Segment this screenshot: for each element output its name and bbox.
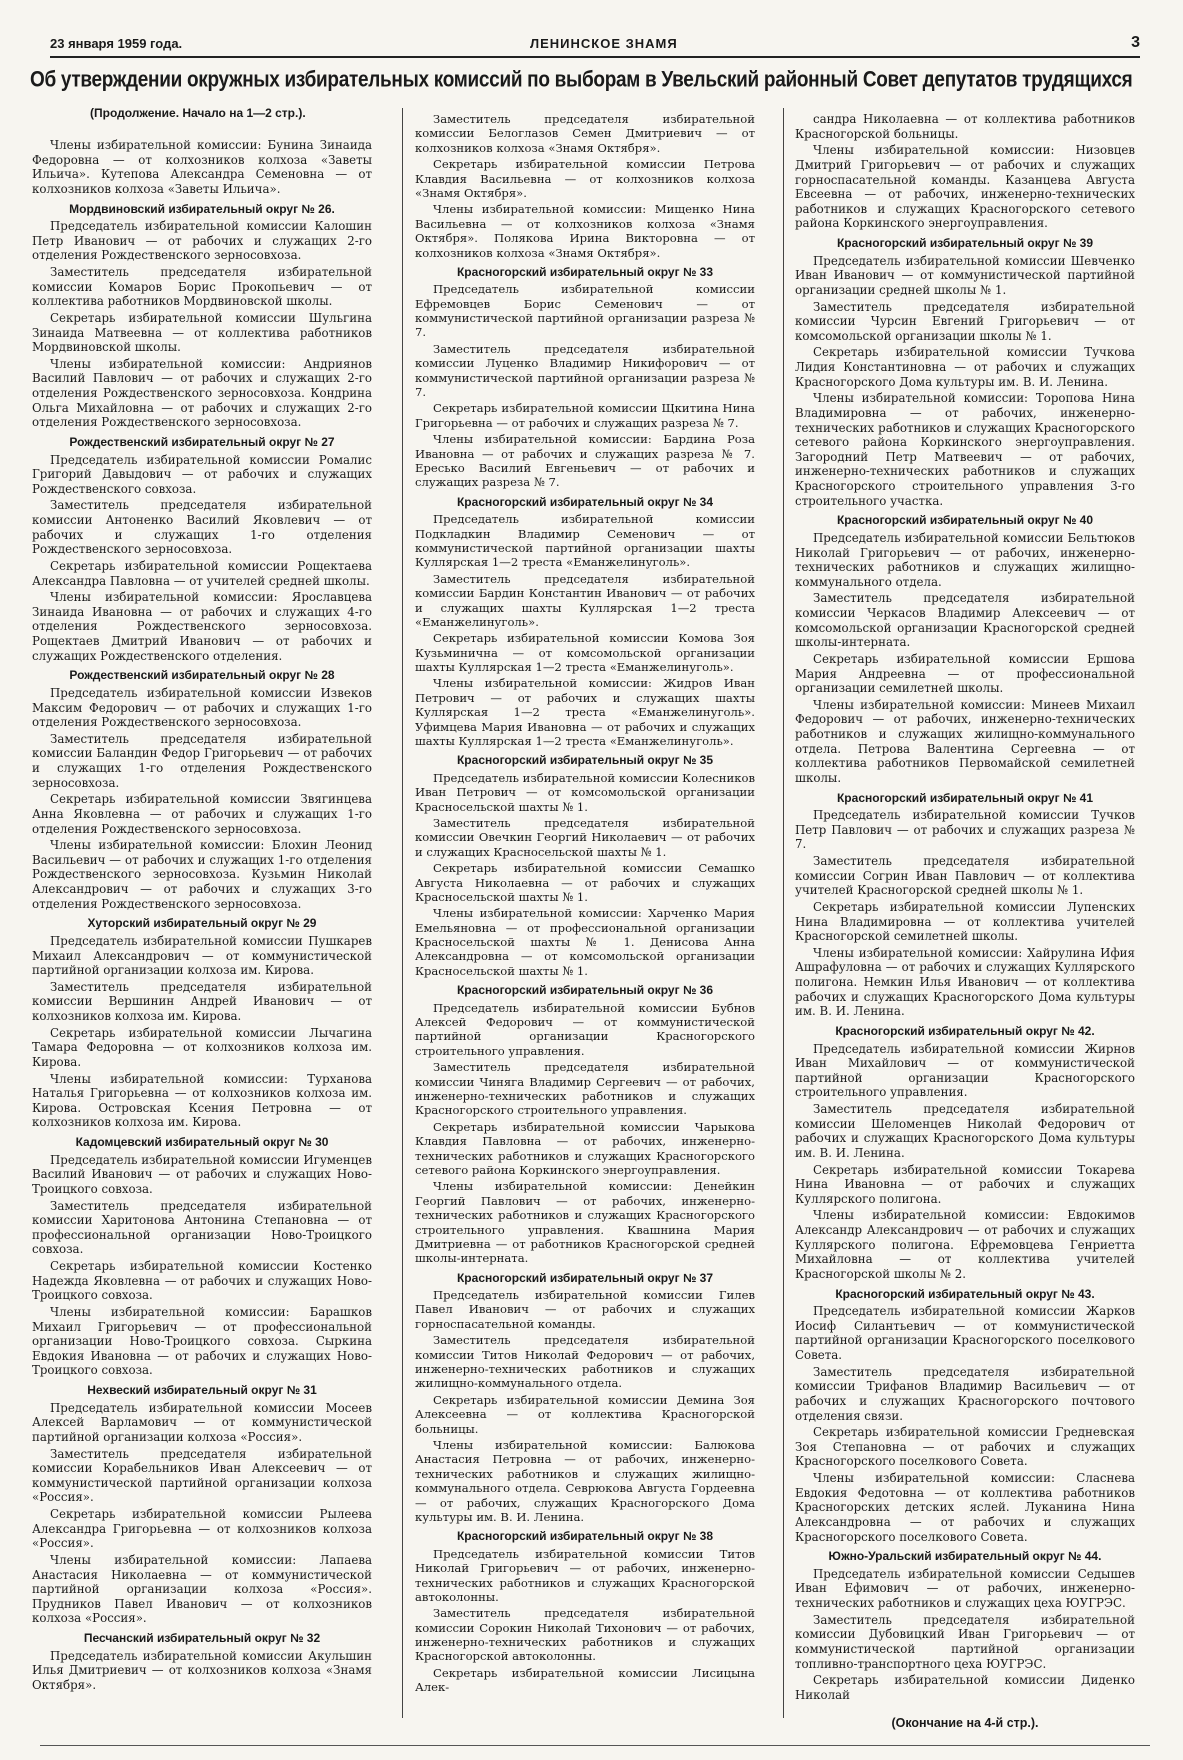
paragraph: Председатель избирательной комиссии Извеков Максим Федорович — от рабочих и служащих 1-го отделения Рождественского зерносовхоза. bbox=[32, 685, 372, 730]
district-heading: Южно-Уральский избирательный округ № 44. bbox=[828, 1549, 1102, 1564]
paragraph: Секретарь избирательной комиссии Лычагина Тамара Федоровна — от колхозников колхоза им. Кирова. bbox=[32, 1025, 372, 1069]
paragraph: Секретарь избирательной комиссии Звягинцева Анна Яковлевна — от рабочих и служащих 1-го отделения Рождественского зерносовхоза. bbox=[32, 792, 372, 836]
district-heading: Красногорский избирательный округ № 39 bbox=[836, 236, 1093, 250]
paragraph: Председатель избирательной комиссии Жирнов Иван Михайлович — от коммунистической партийной организации Красногорского строительного управления. bbox=[795, 1041, 1135, 1100]
paragraph: Члены избирательной комиссии: Ярославцева Зинаида Ивановна — от рабочих и служащих 4-го отделения Рождественского зерносовхоза. Рощектаев Дмитрий Иванович — от рабочих и служащих Рождественского отделения. bbox=[32, 590, 372, 663]
paragraph: Председатель избирательной комиссии Бубнов Алексей Федорович — от коммунистической партийной организации Красногорского строительного управления. bbox=[415, 1000, 755, 1058]
district-heading: Рождественский избирательный округ № 28 bbox=[69, 668, 335, 683]
district-heading: Красногорский избирательный округ № 43. bbox=[835, 1286, 1095, 1301]
paragraph: Заместитель председателя избирательной комиссии Луценко Владимир Никифорович — от коммунистической партийной организации разреза № 7. bbox=[415, 341, 755, 400]
district-heading: Красногорский избирательный округ № 36 bbox=[456, 983, 713, 998]
paragraph: Заместитель председателя избирательной комиссии Шеломенцев Николай Федорович от рабочих и служащих Красногорского Дома культуры им. В. И. Ленина. bbox=[795, 1102, 1135, 1160]
paragraph: Члены избирательной комиссии: Турханова Наталья Григорьевна — от колхозников колхоза им. Кирова. Островская Ксения Петровна — от колхозников колхоза им. Кирова. bbox=[32, 1071, 372, 1130]
district-heading: Хуторский избирательный округ № 29 bbox=[87, 916, 317, 931]
paragraph: Члены избирательной комиссии: Денейкин Георгий Павлович — от рабочих, инженерно-технических работников и служащих Красногорского строительного управления. Квашнина Мария Дмитриевна — от работников Красногорской средней школы-интерната. bbox=[415, 1179, 755, 1266]
masthead bbox=[50, 34, 1140, 58]
paragraph: Секретарь избирательной комиссии Тучкова Лидия Константиновна — от рабочих и служащих Красногорского Дома культуры им. В. И. Ленина. bbox=[795, 345, 1135, 389]
paragraph: Заместитель председателя избирательной комиссии Дубовицкий Иван Григорьевич — от коммунистической партийной организации топливно-транспортного цеха ЮУГРЭС. bbox=[795, 1612, 1135, 1671]
paragraph: Секретарь избирательной комиссии Комова Зоя Кузьминична — от комсомольской организации шахты Куллярская 1—2 треста «Еманжелинуголь». bbox=[415, 631, 755, 675]
paragraph: Секретарь избирательной комиссии Семашко Августа Николаевна — от рабочих и служащих Красносельской шахты № 1. bbox=[415, 861, 755, 904]
district-heading: Нехвеский избирательный округ № 31 bbox=[87, 1383, 317, 1397]
paragraph: Секретарь избирательной комиссии Щкитина Нина Григорьевна — от рабочих и служащих разреза № 7. bbox=[415, 401, 755, 430]
paragraph: Заместитель председателя избирательной комиссии Чиняга Владимир Сергеевич — от рабочих, инженерно-технических работников и служащих Красногорского строительного управления. bbox=[415, 1060, 755, 1118]
continued-note: (Окончание на 4-й стр.). bbox=[891, 1716, 1039, 1731]
paragraph: Секретарь избирательной комиссии Демина Зоя Алексеевна — от коллектива Красногорской больницы. bbox=[415, 1392, 755, 1436]
district-heading: Красногорский избирательный округ № 37 bbox=[456, 1270, 713, 1285]
district-heading: Красногорский избирательный округ № 35 bbox=[456, 753, 713, 768]
paragraph: Члены избирательной комиссии: Минеев Михаил Федорович — от рабочих, инженерно-технических работников и служащих жилищно-коммунального отдела. Петрова Валентина Сергеевна — от коллектива работников Первомайской семилетней школы. bbox=[795, 697, 1135, 785]
paragraph: сандра Николаевна — от коллектива работников Красногорской больницы. bbox=[795, 112, 1135, 141]
paragraph: Секретарь избирательной комиссии Лисицына Алек- bbox=[415, 1665, 755, 1695]
paragraph: Члены избирательной комиссии: Хайрулина Ифия Ашрафуловна — от рабочих и служащих Куллярского полигона. Немкин Илья Иванович — от коллектива рабочих и служащих Красногорского Дома культуры им. В. И. Ленина. bbox=[795, 945, 1135, 1019]
paragraph: Члены избирательной комиссии: Блохин Леонид Васильевич — от рабочих и служащих 1-го отделения Рождественского зерносовхоза. Кузьмин Николай Александрович — от рабочих и служащих 3-го отделения Рождественского зерносовхоза. bbox=[32, 838, 372, 911]
paragraph: Председатель избирательной комиссии Акульшин Илья Дмитриевич — от колхозников колхоза «Знамя Октября». bbox=[32, 1648, 372, 1692]
paragraph: Заместитель председателя избирательной комиссии Титов Николай Федорович — от рабочих, инженерно-технических работников и служащих жилищно-коммунального отдела. bbox=[415, 1333, 755, 1391]
paragraph: Председатель избирательной комиссии Седышев Иван Ефимович — от рабочих, инженерно-технических работников и служащих цеха ЮУГРЭС. bbox=[795, 1566, 1135, 1610]
paragraph: Секретарь избирательной комиссии Шульгина Зинаида Матвеевна — от коллектива работников Мордвиновской школы. bbox=[32, 310, 372, 355]
paragraph: Заместитель председателя избирательной комиссии Баландин Федор Григорьевич — от рабочих и служащих 1-го отделения Рождественского зерносовхоза. bbox=[32, 731, 372, 790]
paragraph: Члены избирательной комиссии: Харченко Мария Емельяновна — от профессиональной организации Красносельской шахты № 1. Денисова Анна Александровна — от комсомольской организации Красносельской шахты № 1. bbox=[415, 906, 755, 978]
paragraph: Члены избирательной комиссии: Барашков Михаил Григорьевич — от профессиональной организации Ново-Троицкого совхоза. Сыркина Евдокия Ивановна — от рабочих и служащих Ново-Троицкого совхоза. bbox=[32, 1304, 372, 1378]
paragraph: Заместитель председателя избирательной комиссии Комаров Борис Прокопьевич — от коллектива работников Мордвиновской школы. bbox=[32, 265, 372, 309]
paragraph: Члены избирательной комиссии: Андриянов Василий Павлович — от рабочих и служащих 2-го отделения Рождественского зерносовхоза. Кондрина Ольга Михайловна — от рабочих и служащих 2-го отделения Рождественского зерносовхоза. bbox=[32, 356, 372, 430]
district-heading: Мордвиновский избирательный округ № 26. bbox=[69, 201, 335, 216]
paragraph: Члены избирательной комиссии: Бунина Зинаида Федоровна — от колхозников колхоза «Заветы Ильича». Кутепова Александра Семеновна — от колхозников колхоза «Заветы Ильича». bbox=[32, 138, 372, 196]
paragraph: Секретарь избирательной комиссии Ершова Мария Андреевна — от профессиональной организации семилетней школы. bbox=[795, 651, 1135, 696]
paragraph: Члены избирательной комиссии: Бардина Роза Ивановна — от рабочих и служащих разреза № 7. Ересько Василий Евгеньевич — от рабочих и служащих разреза № 7. bbox=[415, 432, 755, 490]
paragraph: Члены избирательной комиссии: Мищенко Нина Васильевна — от колхозников колхоза «Знамя Октября». Полякова Ирина Викторовна — от колхозников колхоза «Знамя Октября». bbox=[415, 202, 755, 260]
paragraph: Председатель избирательной комиссии Колесников Иван Петрович — от комсомольской организации Красносельской шахты № 1. bbox=[415, 770, 755, 814]
paragraph: Председатель избирательной комиссии Тучков Петр Павлович — от рабочих и служащих разреза № 7. bbox=[795, 808, 1135, 852]
paragraph: Председатель избирательной комиссии Подкладкин Владимир Семенович — от коммунистической партийной организации шахты Куллярская 1—2 треста «Еманжелинуголь». bbox=[415, 512, 755, 570]
paragraph: Председатель избирательной комиссии Гилев Павел Иванович — от рабочих и служащих горноспасательной команды. bbox=[415, 1288, 755, 1331]
district-heading: Кадомцевский избирательный округ № 30 bbox=[75, 1135, 329, 1149]
paragraph: Секретарь избирательной комиссии Токарева Нина Ивановна — от рабочих и служащих Куллярского полигона. bbox=[795, 1162, 1135, 1206]
paragraph: Председатель избирательной комиссии Шевченко Иван Иванович — от коммунистической партийной организации средней школы № 1. bbox=[795, 253, 1135, 297]
paragraph: Заместитель председателя избирательной комиссии Вершинин Андрей Иванович — от колхозников колхоза им. Кирова. bbox=[32, 979, 372, 1023]
column-divider bbox=[783, 108, 784, 1718]
column-3 bbox=[795, 112, 1135, 1731]
paragraph: Заместитель председателя избирательной комиссии Черкасов Владимир Алексеевич — от комсомольской организации Красногорской средней школы-интерната. bbox=[795, 591, 1135, 650]
article-headline: Об утверждении окружных избирательных комиссий по выборам в Увельский районный Совет депутатов трудящихся bbox=[30, 68, 1133, 93]
paragraph: Заместитель председателя избирательной комиссии Согрин Иван Павлович — от коллектива учителей Красногорской средней школы № 1. bbox=[795, 854, 1135, 898]
paragraph: Председатель избирательной комиссии Ромалис Григорий Давыдович — от рабочих и служащих Рождественского совхоза. bbox=[32, 452, 372, 496]
paragraph: Заместитель председателя избирательной комиссии Сорокин Николай Тихонович — от рабочих, инженерно-технических работников и служащих Красногорской автоколонны. bbox=[415, 1606, 755, 1664]
paragraph: Председатель избирательной комиссии Калошин Петр Иванович — от рабочих и служащих 2-го отделения Рождественского зерносовхоза. bbox=[32, 219, 372, 263]
paragraph: Секретарь избирательной комиссии Костенко Надежда Яковлевна — от рабочих и служащих Ново-Троицкого совхоза. bbox=[32, 1259, 372, 1303]
paragraph: Члены избирательной комиссии: Жидров Иван Петрович — от рабочих и служащих шахты Куллярская 1—2 треста «Еманжелинуголь». Уфимцева Мария Ивановна — от рабочих и служащих шахты Куллярская 1—2 треста «Еманжелинуголь». bbox=[415, 676, 755, 749]
continuation-note: (Продолжение. Начало на 1—2 стр.). bbox=[90, 106, 306, 120]
paragraph: Председатель избирательной комиссии Бельтюков Николай Григорьевич — от рабочих, инженерно-технических работников и служащих жилищно-коммунального отдела. bbox=[795, 530, 1135, 589]
paragraph: Председатель избирательной комиссии Пушкарев Михаил Александрович — от коммунистической партийной организации колхоза им. Кирова. bbox=[32, 933, 372, 978]
paragraph: Члены избирательной комиссии: Низовцев Дмитрий Григорьевич — от рабочих и служащих горноспасательной команды. Казанцева Августа Евсеевна — от рабочих, инженерно-технических работников и служащих Красногорского сетевого района Коркинского энергоуправления. bbox=[795, 143, 1135, 231]
paragraph: Заместитель председателя избирательной комиссии Антоненко Василий Яковлевич — от рабочих и служащих 1-го отделения Рождественского зерносовхоза. bbox=[32, 498, 372, 557]
paragraph: Секретарь избирательной комиссии Петрова Клавдия Васильевна — от колхозников колхоза «Знамя Октября». bbox=[415, 157, 755, 200]
paragraph: Заместитель председателя избирательной комиссии Корабельников Иван Алексеевич — от коммунистической партийной организации колхоза «Россия». bbox=[32, 1446, 372, 1505]
paragraph: Секретарь избирательной комиссии Рощектаева Александра Павловна — от учителей средней школы. bbox=[32, 558, 372, 588]
paragraph: Секретарь избирательной комиссии Чарыкова Клавдия Павловна — от рабочих, инженерно-технических работников и служащих Красногорского сетевого района Коркинского энергоуправления. bbox=[415, 1119, 755, 1177]
column-divider bbox=[402, 108, 403, 1718]
paragraph: Председатель избирательной комиссии Титов Николай Григорьевич — от рабочих, инженерно-технических работников и служащих Красногорской автоколонны. bbox=[415, 1546, 755, 1604]
district-heading: Красногорский избирательный округ № 38 bbox=[456, 1529, 713, 1544]
district-heading: Красногорский избирательный округ № 34 bbox=[456, 494, 713, 509]
paragraph: Секретарь избирательной комиссии Диденко Николай bbox=[795, 1673, 1135, 1702]
paragraph: Члены избирательной комиссии: Торопова Нина Владимировна — от рабочих, инженерно-технических работников и служащих Красногорского сетевого района Коркинского энергоуправления. Загородний Петр Матвеевич — от рабочих, инженерно-технических работников и служащих Красногорского строительного управления 3-го строительного участка. bbox=[795, 391, 1135, 508]
newspaper-name: ЛЕНИНСКОЕ ЗНАМЯ bbox=[530, 36, 678, 51]
page-number: 3 bbox=[1131, 34, 1140, 51]
paragraph: Председатель избирательной комиссии Ефремовцев Борис Семенович — от коммунистической партийной организации разреза № 7. bbox=[415, 282, 755, 340]
paragraph: Председатель избирательной комиссии Жарков Иосиф Силантьевич — от коммунистической партийной организации Красногорского поселкового Совета. bbox=[795, 1304, 1135, 1362]
paragraph: Члены избирательной комиссии: Евдокимов Александр Александрович — от рабочих и служащих Куллярского полигона. Ефремовцева Генриетта Михайловна — от коллектива учителей Красногорской школы № 2. bbox=[795, 1208, 1135, 1281]
paragraph: Члены избирательной комиссии: Балюкова Анастасия Петровна — от рабочих, инженерно-технических работников и служащих жилищно-коммунального отдела. Севрюкова Августа Гордеевна — от рабочих, служащих Красногорского Дома культуры им. В. И. Ленина. bbox=[415, 1437, 755, 1524]
paragraph: Председатель избирательной комиссии Игуменцев Василий Иванович — от рабочих и служащих Ново-Троицкого совхоза. bbox=[32, 1152, 372, 1196]
district-heading: Рождественский избирательный округ № 27 bbox=[69, 434, 335, 449]
paragraph: Заместитель председателя избирательной комиссии Харитонова Антонина Степановна — от профессиональной организации Ново-Троицкого совхоза. bbox=[32, 1198, 372, 1257]
column-2 bbox=[415, 112, 755, 1697]
paragraph: Заместитель председателя избирательной комиссии Бардин Константин Иванович — от рабочих и служащих шахты Куллярская 1—2 треста «Еманжелинуголь». bbox=[415, 571, 755, 629]
paragraph: Председатель избирательной комиссии Мосеев Алексей Варламович — от коммунистической партийной организации колхоза «Россия». bbox=[32, 1400, 372, 1444]
bottom-rule bbox=[40, 1745, 1150, 1746]
district-heading: Красногорский избирательный округ № 42. bbox=[835, 1023, 1095, 1038]
paragraph: Члены избирательной комиссии: Лапаева Анастасия Николаевна — от коммунистической партийной организации колхоза «Россия». Прудников Павел Иванович — от колхозников колхоза «Россия». bbox=[32, 1552, 372, 1626]
paragraph: Члены избирательной комиссии: Сласнева Евдокия Федотовна — от коллектива работников Красногорских детских яслей. Луканина Нина Александровна — от рабочих и служащих Красногорского поселкового Совета. bbox=[795, 1471, 1135, 1544]
paragraph: Заместитель председателя избирательной комиссии Белоглазов Семен Дмитриевич — от колхозников колхоза «Знамя Октября». bbox=[415, 112, 755, 155]
district-heading: Красногорский избирательный округ № 33 bbox=[456, 264, 713, 279]
district-heading: Песчанский избирательный округ № 32 bbox=[83, 1631, 321, 1645]
issue-date: 23 января 1959 года. bbox=[50, 36, 183, 51]
paragraph: Секретарь избирательной комиссии Рылеева Александра Григорьевна — от колхозников колхоза «Россия». bbox=[32, 1507, 372, 1551]
paragraph: Заместитель председателя избирательной комиссии Трифанов Владимир Васильевич — от рабочих и служащих Красногорского почтового отделения связи. bbox=[795, 1364, 1135, 1423]
district-heading: Красногорский избирательный округ № 41 bbox=[836, 790, 1093, 805]
paragraph: Заместитель председателя избирательной комиссии Чурсин Евгений Григорьевич — от комсомольской организации школы № 1. bbox=[795, 299, 1135, 343]
district-heading: Красногорский избирательный округ № 40 bbox=[836, 513, 1093, 528]
paragraph: Заместитель председателя избирательной комиссии Овечкин Георгий Николаевич — от рабочих и служащих Красносельской шахты № 1. bbox=[415, 815, 755, 859]
column-1 bbox=[32, 138, 372, 1695]
paragraph: Секретарь избирательной комиссии Гредневская Зоя Степановна — от рабочих и служащих Красногорского поселкового Совета. bbox=[795, 1425, 1135, 1469]
paragraph: Секретарь избирательной комиссии Лупенских Нина Владимировна — от коллектива учителей Красногорской семилетней школы. bbox=[795, 899, 1135, 944]
